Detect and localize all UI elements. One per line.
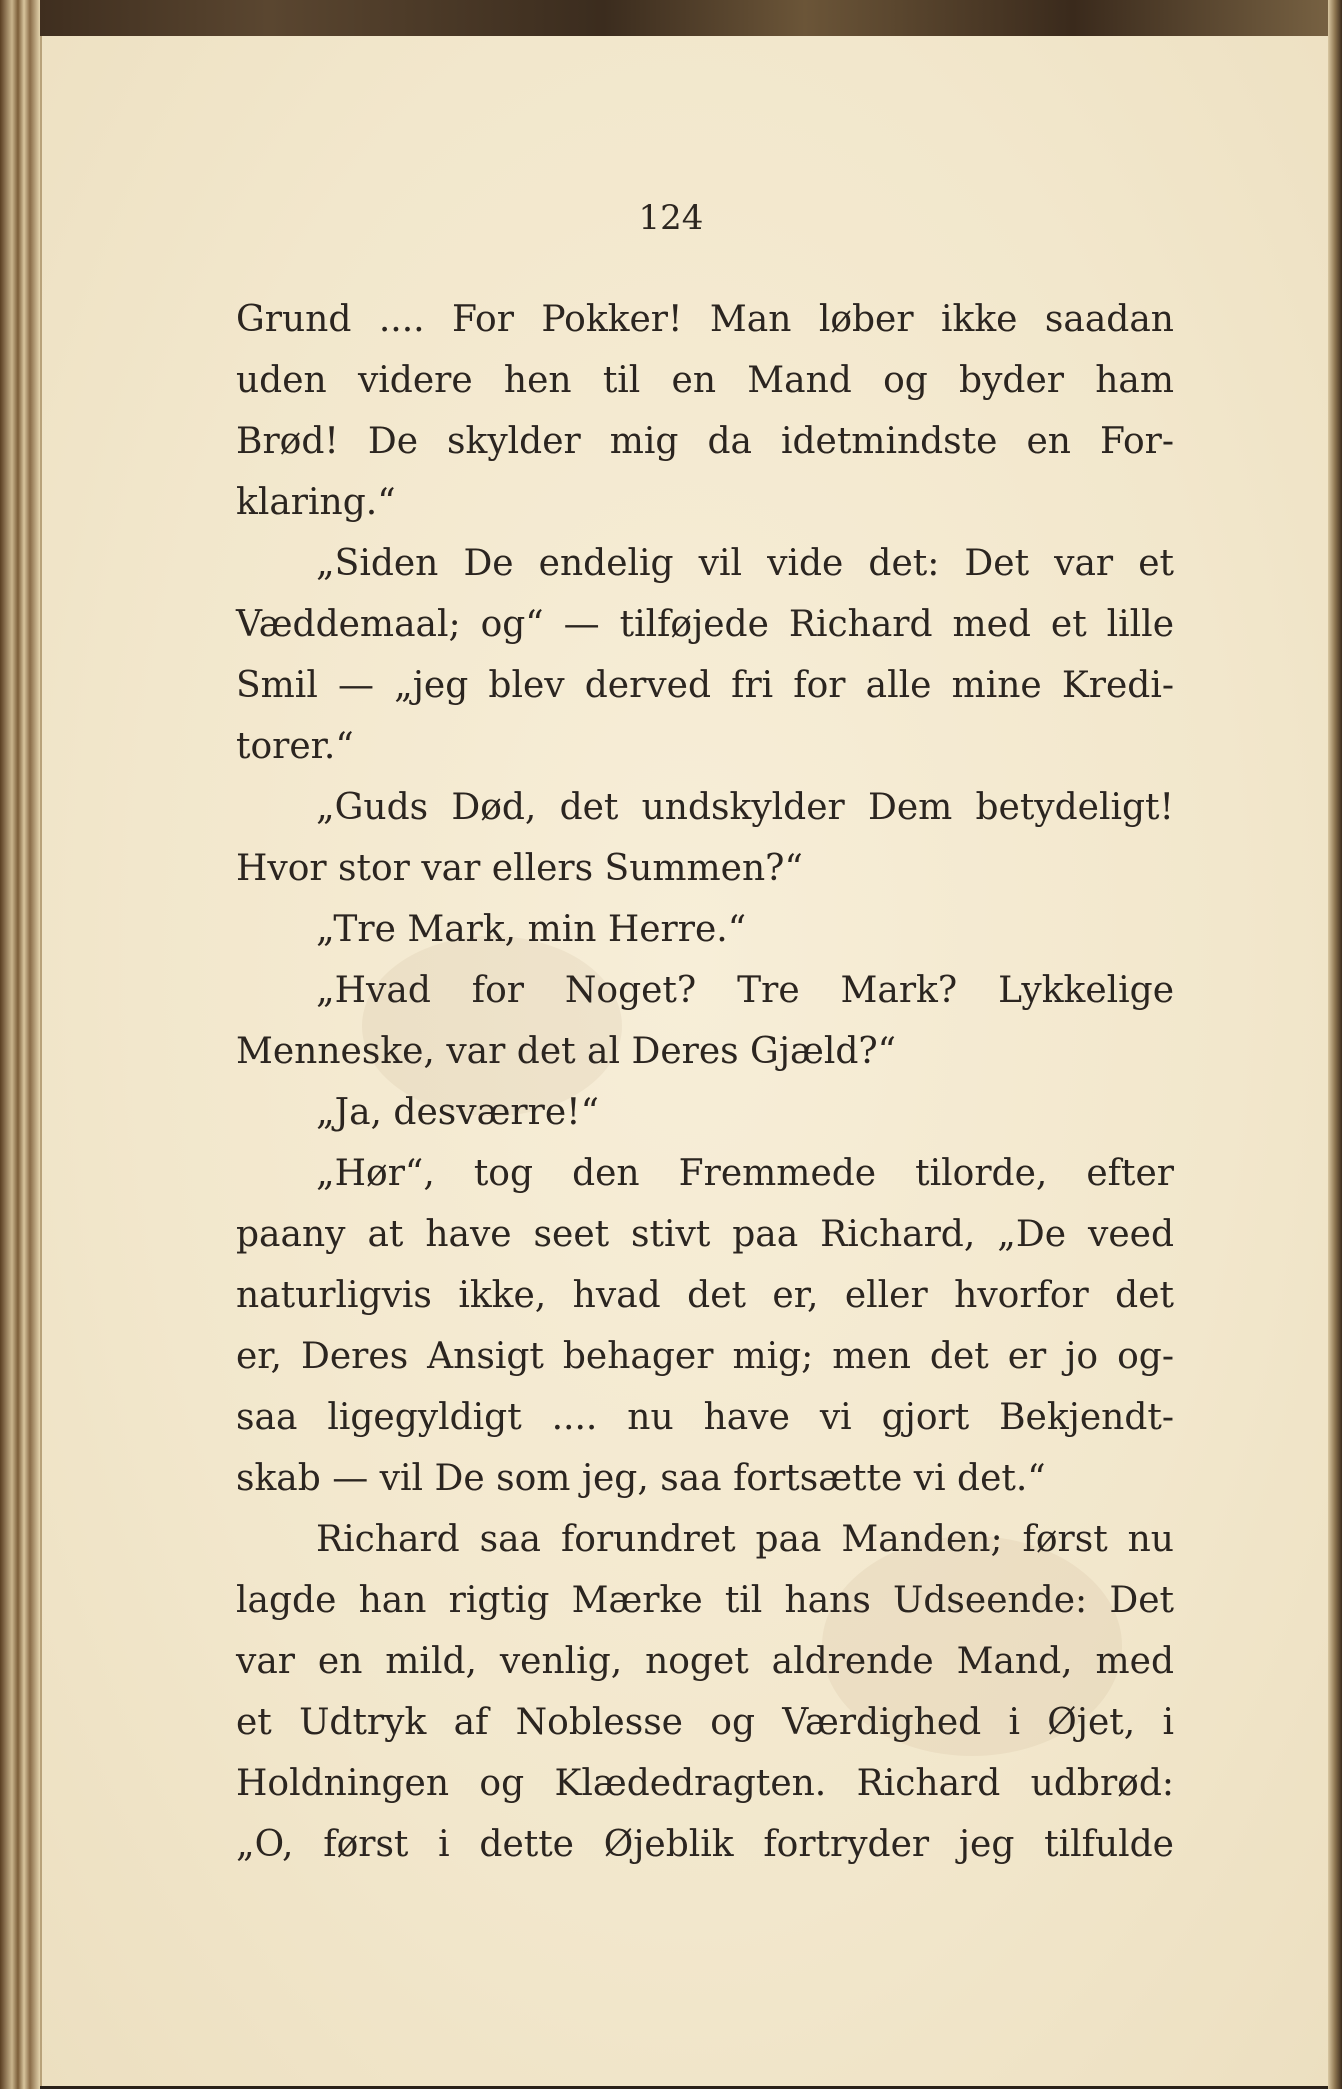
- page-number: 124: [638, 198, 704, 238]
- text-line: Grund .... For Pokker! Man løber ikke saadan: [236, 299, 1174, 340]
- text-line: Hvor stor var ellers Summen?“: [236, 848, 803, 889]
- text-line: naturligvis ikke, hvad det er, eller hvorfor det: [236, 1275, 1174, 1316]
- text-line: paany at have seet stivt paa Richard, „De veed: [236, 1214, 1174, 1255]
- text-line: torer.“: [236, 726, 354, 767]
- text-line: „Hør“, tog den Fremmede tilorde, efter: [316, 1153, 1174, 1194]
- text-line: „Ja, desværre!“: [316, 1092, 600, 1133]
- text-line: Brød! De skylder mig da idetmindste en For-: [236, 421, 1174, 462]
- book-right-edge: [1328, 0, 1342, 2089]
- text-line: Richard saa forundret paa Manden; først nu: [316, 1519, 1174, 1560]
- text-line: lagde han rigtig Mærke til hans Udseende: Det: [236, 1580, 1174, 1621]
- paper-stain: [362, 936, 622, 1116]
- text-line: et Udtryk af Noblesse og Værdighed i Øjet, i: [236, 1702, 1174, 1743]
- text-line: er, Deres Ansigt behager mig; men det er jo og-: [236, 1336, 1174, 1377]
- book-spine-edge: [0, 0, 40, 2089]
- text-line: saa ligegyldigt .... nu have vi gjort Bekjendt-: [236, 1397, 1174, 1438]
- text-line: klaring.“: [236, 482, 396, 523]
- book-top-edge: [0, 0, 1342, 40]
- text-line: Menneske, var det al Deres Gjæld?“: [236, 1031, 897, 1072]
- text-line: „O, først i dette Øjeblik fortryder jeg tilfulde: [236, 1824, 1174, 1865]
- text-line: Smil — „jeg blev derved fri for alle mine Kredi-: [236, 665, 1174, 706]
- text-line: uden videre hen til en Mand og byder ham: [236, 360, 1174, 401]
- text-line: „Guds Død, det undskylder Dem betydeligt!: [316, 787, 1174, 828]
- text-line: var en mild, venlig, noget aldrende Mand, med: [236, 1641, 1174, 1682]
- text-line: Holdningen og Klædedragten. Richard udbrød:: [236, 1763, 1174, 1804]
- text-line: „Tre Mark, min Herre.“: [316, 909, 747, 950]
- text-line: Væddemaal; og“ — tilføjede Richard med et lille: [236, 604, 1174, 645]
- text-line: skab — vil De som jeg, saa fortsætte vi det.“: [236, 1458, 1046, 1499]
- text-line: „Siden De endelig vil vide det: Det var et: [316, 543, 1174, 584]
- text-line: „Hvad for Noget? Tre Mark? Lykkelige: [316, 970, 1174, 1011]
